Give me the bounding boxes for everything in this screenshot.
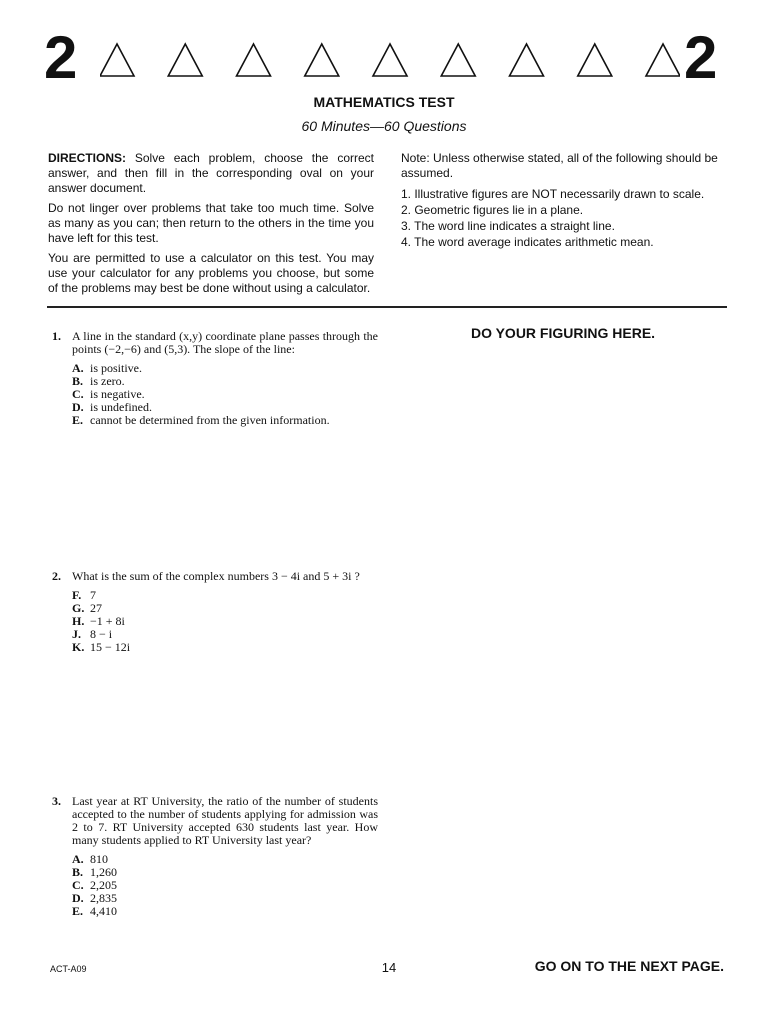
- assumption-item: 3. The word line indicates a straight line.: [401, 219, 615, 233]
- answer-options: [72, 853, 378, 918]
- triangle-icon: [441, 44, 475, 76]
- assumption-item: 2. Geometric figures lie in a plane.: [401, 203, 584, 217]
- triangle-icon: [168, 44, 202, 76]
- answer-option[interactable]: [72, 414, 378, 427]
- next-page-notice: GO ON TO THE NEXT PAGE.: [534, 958, 724, 974]
- question-text: What is the sum of the complex numbers 3 − 4i and 5 + 3i ?: [72, 569, 360, 583]
- figuring-label: DO YOUR FIGURING HERE.: [470, 325, 656, 341]
- section-number-left: 2: [44, 24, 78, 91]
- question-text: A line in the standard (x,y) coordinate plane passes through the points (−2,−6) and (5,3). The slope of the line:: [72, 329, 378, 356]
- question-3: [52, 795, 378, 918]
- directions-label: DIRECTIONS:: [48, 151, 126, 165]
- option-letter: A.: [72, 361, 84, 375]
- question-number: 3.: [52, 794, 61, 808]
- question-number: 2.: [52, 569, 61, 583]
- answer-option[interactable]: [72, 641, 378, 654]
- triangle-icon: [100, 44, 134, 76]
- question-1: [52, 330, 378, 427]
- option-text: 8 − i: [90, 627, 113, 641]
- directions-paragraph-3: You are permitted to use a calculator on this test. You may use your calculator for any problems you choose, but some of the problems may best be done without using a calculator.: [48, 251, 374, 295]
- assumption-item: 4. The word average indicates arithmetic mean.: [401, 235, 654, 249]
- option-text: 810: [90, 852, 108, 866]
- option-text: 1,260: [90, 865, 117, 879]
- triangle-icons: [100, 40, 680, 80]
- option-letter: G.: [72, 601, 85, 615]
- option-letter: B.: [72, 865, 84, 879]
- directions-paragraph-1: [48, 151, 374, 196]
- option-text: −1 + 8i: [90, 614, 125, 628]
- triangle-icon: [237, 44, 271, 76]
- answer-option[interactable]: [72, 589, 378, 602]
- option-letter: D.: [72, 891, 84, 905]
- assumptions-list: [401, 186, 729, 250]
- directions-paragraph-2: Do not linger over problems that take too much time. Solve as many as you can; then return to the others in the time you have left for this test.: [48, 201, 374, 245]
- test-subtitle: 60 Minutes—60 Questions: [301, 118, 467, 134]
- option-text: is negative.: [90, 387, 145, 401]
- answer-option[interactable]: [72, 853, 378, 866]
- directions-left-column: [48, 151, 374, 301]
- option-letter: B.: [72, 374, 84, 388]
- answer-option[interactable]: [72, 892, 378, 905]
- triangle-icon: [510, 44, 544, 76]
- option-letter: C.: [72, 387, 84, 401]
- option-text: 15 − 12i: [90, 640, 131, 654]
- option-text: 7: [90, 588, 96, 602]
- triangle-icon: [578, 44, 612, 76]
- option-text: 27: [90, 601, 102, 615]
- option-letter: H.: [72, 614, 85, 628]
- section-divider: [47, 306, 727, 308]
- option-letter: E.: [72, 904, 84, 918]
- assumption-item: 1. Illustrative figures are NOT necessarily drawn to scale.: [401, 187, 705, 201]
- option-text: is undefined.: [90, 400, 152, 414]
- answer-option[interactable]: [72, 879, 378, 892]
- option-letter: A.: [72, 852, 84, 866]
- triangle-icon: [305, 44, 339, 76]
- answer-options: [72, 362, 378, 427]
- form-code: ACT-A09: [50, 964, 87, 974]
- triangle-row: [100, 40, 680, 80]
- option-text: is zero.: [90, 374, 125, 388]
- option-text: 4,410: [90, 904, 117, 918]
- option-text: 2,835: [90, 891, 117, 905]
- triangle-icon: [373, 44, 407, 76]
- directions-right-column: [401, 151, 729, 250]
- directions-note: Note: Unless otherwise stated, all of the following should be assumed.: [401, 151, 718, 180]
- page-number: 14: [381, 960, 397, 975]
- option-letter: D.: [72, 400, 84, 414]
- answer-option[interactable]: [72, 615, 378, 628]
- option-letter: E.: [72, 413, 84, 427]
- option-text: is positive.: [90, 361, 143, 375]
- answer-option[interactable]: [72, 905, 378, 918]
- option-letter: F.: [72, 588, 82, 602]
- triangle-icon: [646, 44, 680, 76]
- question-number: 1.: [52, 329, 61, 343]
- option-text: 2,205: [90, 878, 117, 892]
- answer-option[interactable]: [72, 866, 378, 879]
- question-text: Last year at RT University, the ratio of the number of students accepted to the number of students applying for admission was 2 to 7. RT University accepted 630 students last year. How many students applied to RT University last year?: [72, 794, 378, 847]
- option-letter: J.: [72, 627, 81, 641]
- directions-text-1: Solve each problem, choose the correct answer, and then fill in the corresponding oval on your answer document.: [48, 151, 374, 195]
- test-title: MATHEMATICS TEST: [313, 94, 455, 110]
- section-number-right: 2: [684, 24, 718, 91]
- question-2: [52, 570, 378, 654]
- option-letter: C.: [72, 878, 84, 892]
- option-letter: K.: [72, 640, 85, 654]
- answer-options: [72, 589, 378, 654]
- option-text: cannot be determined from the given information.: [90, 413, 330, 427]
